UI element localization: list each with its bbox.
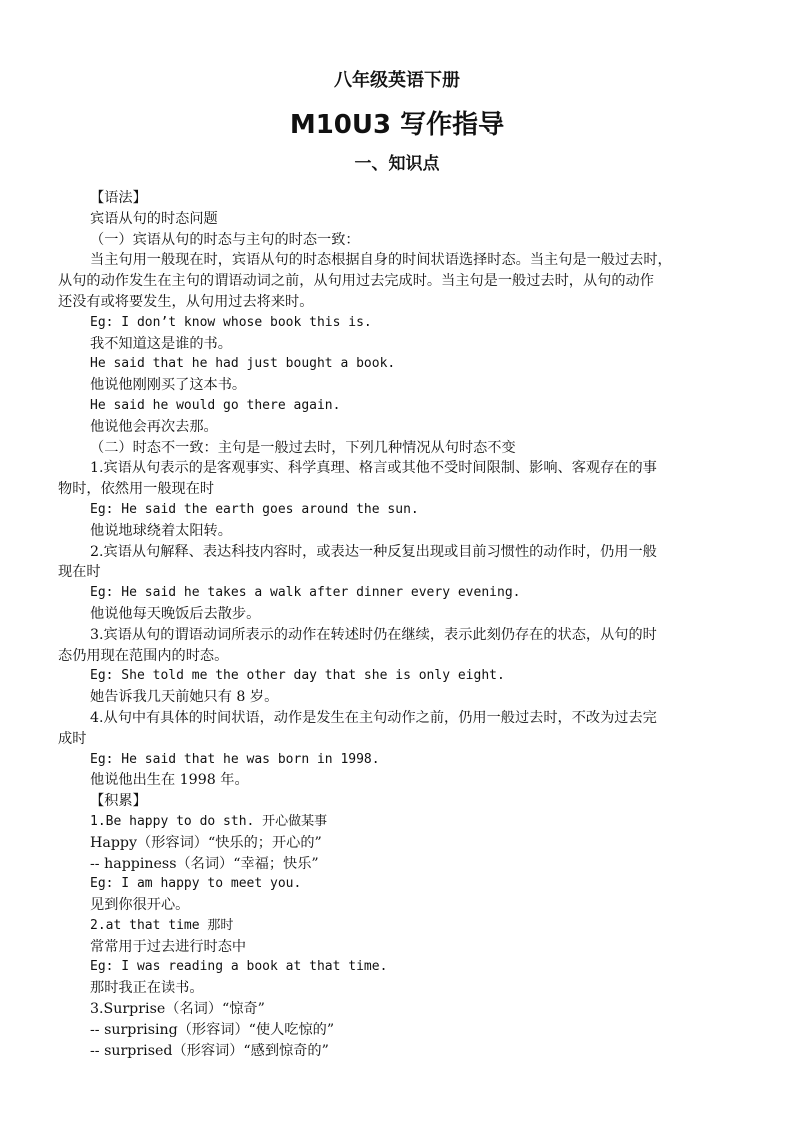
page-title: M10U3 写作指导 [289, 110, 505, 140]
text-line: 3.Surprise（名词）“惊奇” [90, 1001, 265, 1018]
text-line: 1.宾语从句表示的是客观事实、科学真理、格言或其他不受时间限制、影响、客观存在的事 [90, 460, 657, 477]
text-line: 他说地球绕着太阳转。 [90, 522, 232, 539]
section-heading: 一、知识点 [354, 154, 440, 174]
text-line: 见到你很开心。 [90, 897, 190, 914]
text-line: 他说他刚刚买了这本书。 [90, 377, 247, 394]
text-line: 我不知道这是谁的书。 [90, 335, 232, 352]
text-line: （一）宾语从句的时态与主句的时态一致： [90, 231, 360, 248]
text-line: 态仍用现在范围内的时态。 [58, 647, 229, 664]
text-line: 常常用于过去进行时态中 [90, 938, 247, 955]
text-line: 1.Be happy to do sth. 开心做某事 [90, 813, 328, 829]
text-line: Eg: I was reading a book at that time. [90, 959, 388, 975]
text-line: He said he would go there again. [90, 397, 341, 413]
text-line: Eg: He said the earth goes around the sun. [90, 501, 419, 517]
text-line: 成时 [58, 730, 87, 747]
text-line: 他说他会再次去那。 [90, 418, 218, 435]
text-line: 【语法】 [90, 190, 147, 206]
text-line: 物时，依然用一般现在时 [58, 481, 215, 498]
text-line: Eg: He said that he was born in 1998. [90, 751, 380, 767]
text-line: 【积累】 [90, 793, 147, 810]
text-line: Eg: I don’t know whose book this is. [90, 314, 372, 330]
document-body [58, 188, 738, 1061]
text-line: 他说他出生在 1998 年。 [90, 772, 249, 789]
text-line: （二）时态不一致：主句是一般过去时，下列几种情况从句时态不变 [90, 439, 516, 456]
text-line: Eg: I am happy to meet you. [90, 876, 302, 892]
text-line: 2.at that time 那时 [90, 917, 234, 933]
text-line: 还没有或将要发生，从句用过去将来时。 [58, 293, 314, 310]
text-line: -- surprising（形容词）“使人吃惊的” [90, 1021, 335, 1038]
text-line: 那时我正在读书。 [90, 980, 204, 997]
text-line: 她告诉我几天前她只有 8 岁。 [90, 689, 279, 706]
text-line: 从句的动作发生在主句的谓语动词之前，从句用过去完成时。当主句是一般过去时，从句的动作 [58, 273, 654, 290]
text-line: 他说他每天晚饭后去散步。 [90, 605, 261, 622]
text-line: 当主句用一般现在时，宾语从句的时态根据自身的时间状语选择时态。当主句是一般过去时， [90, 252, 672, 269]
text-line: -- happiness（名词）“幸福；快乐” [90, 855, 319, 872]
text-line: 宾语从句的时态问题 [90, 210, 218, 227]
text-line: 2.宾语从句解释、表达科技内容时，或表达一种反复出现或目前习惯性的动作时，仍用一般 [90, 543, 657, 560]
text-line: Happy（形容词）“快乐的；开心的” [90, 834, 322, 851]
text-line: Eg: He said he takes a walk after dinner every evening. [90, 585, 521, 601]
text-line: 4.从句中有具体的时间状语，动作是发生在主句动作之前，仍用一般过去时，不改为过去完 [90, 709, 657, 726]
text-line: He said that he had just bought a book. [90, 356, 396, 372]
text-line: -- surprised（形容词）“感到惊奇的” [90, 1042, 329, 1059]
text-line: 3.宾语从句的谓语动词所表示的动作在转述时仍在继续，表示此刻仍存在的状态，从句的时 [90, 626, 657, 643]
text-line: Eg: She told me the other day that she is only eight. [90, 668, 505, 684]
grade-heading: 八年级英语下册 [334, 70, 460, 91]
text-line: 现在时 [58, 564, 101, 581]
